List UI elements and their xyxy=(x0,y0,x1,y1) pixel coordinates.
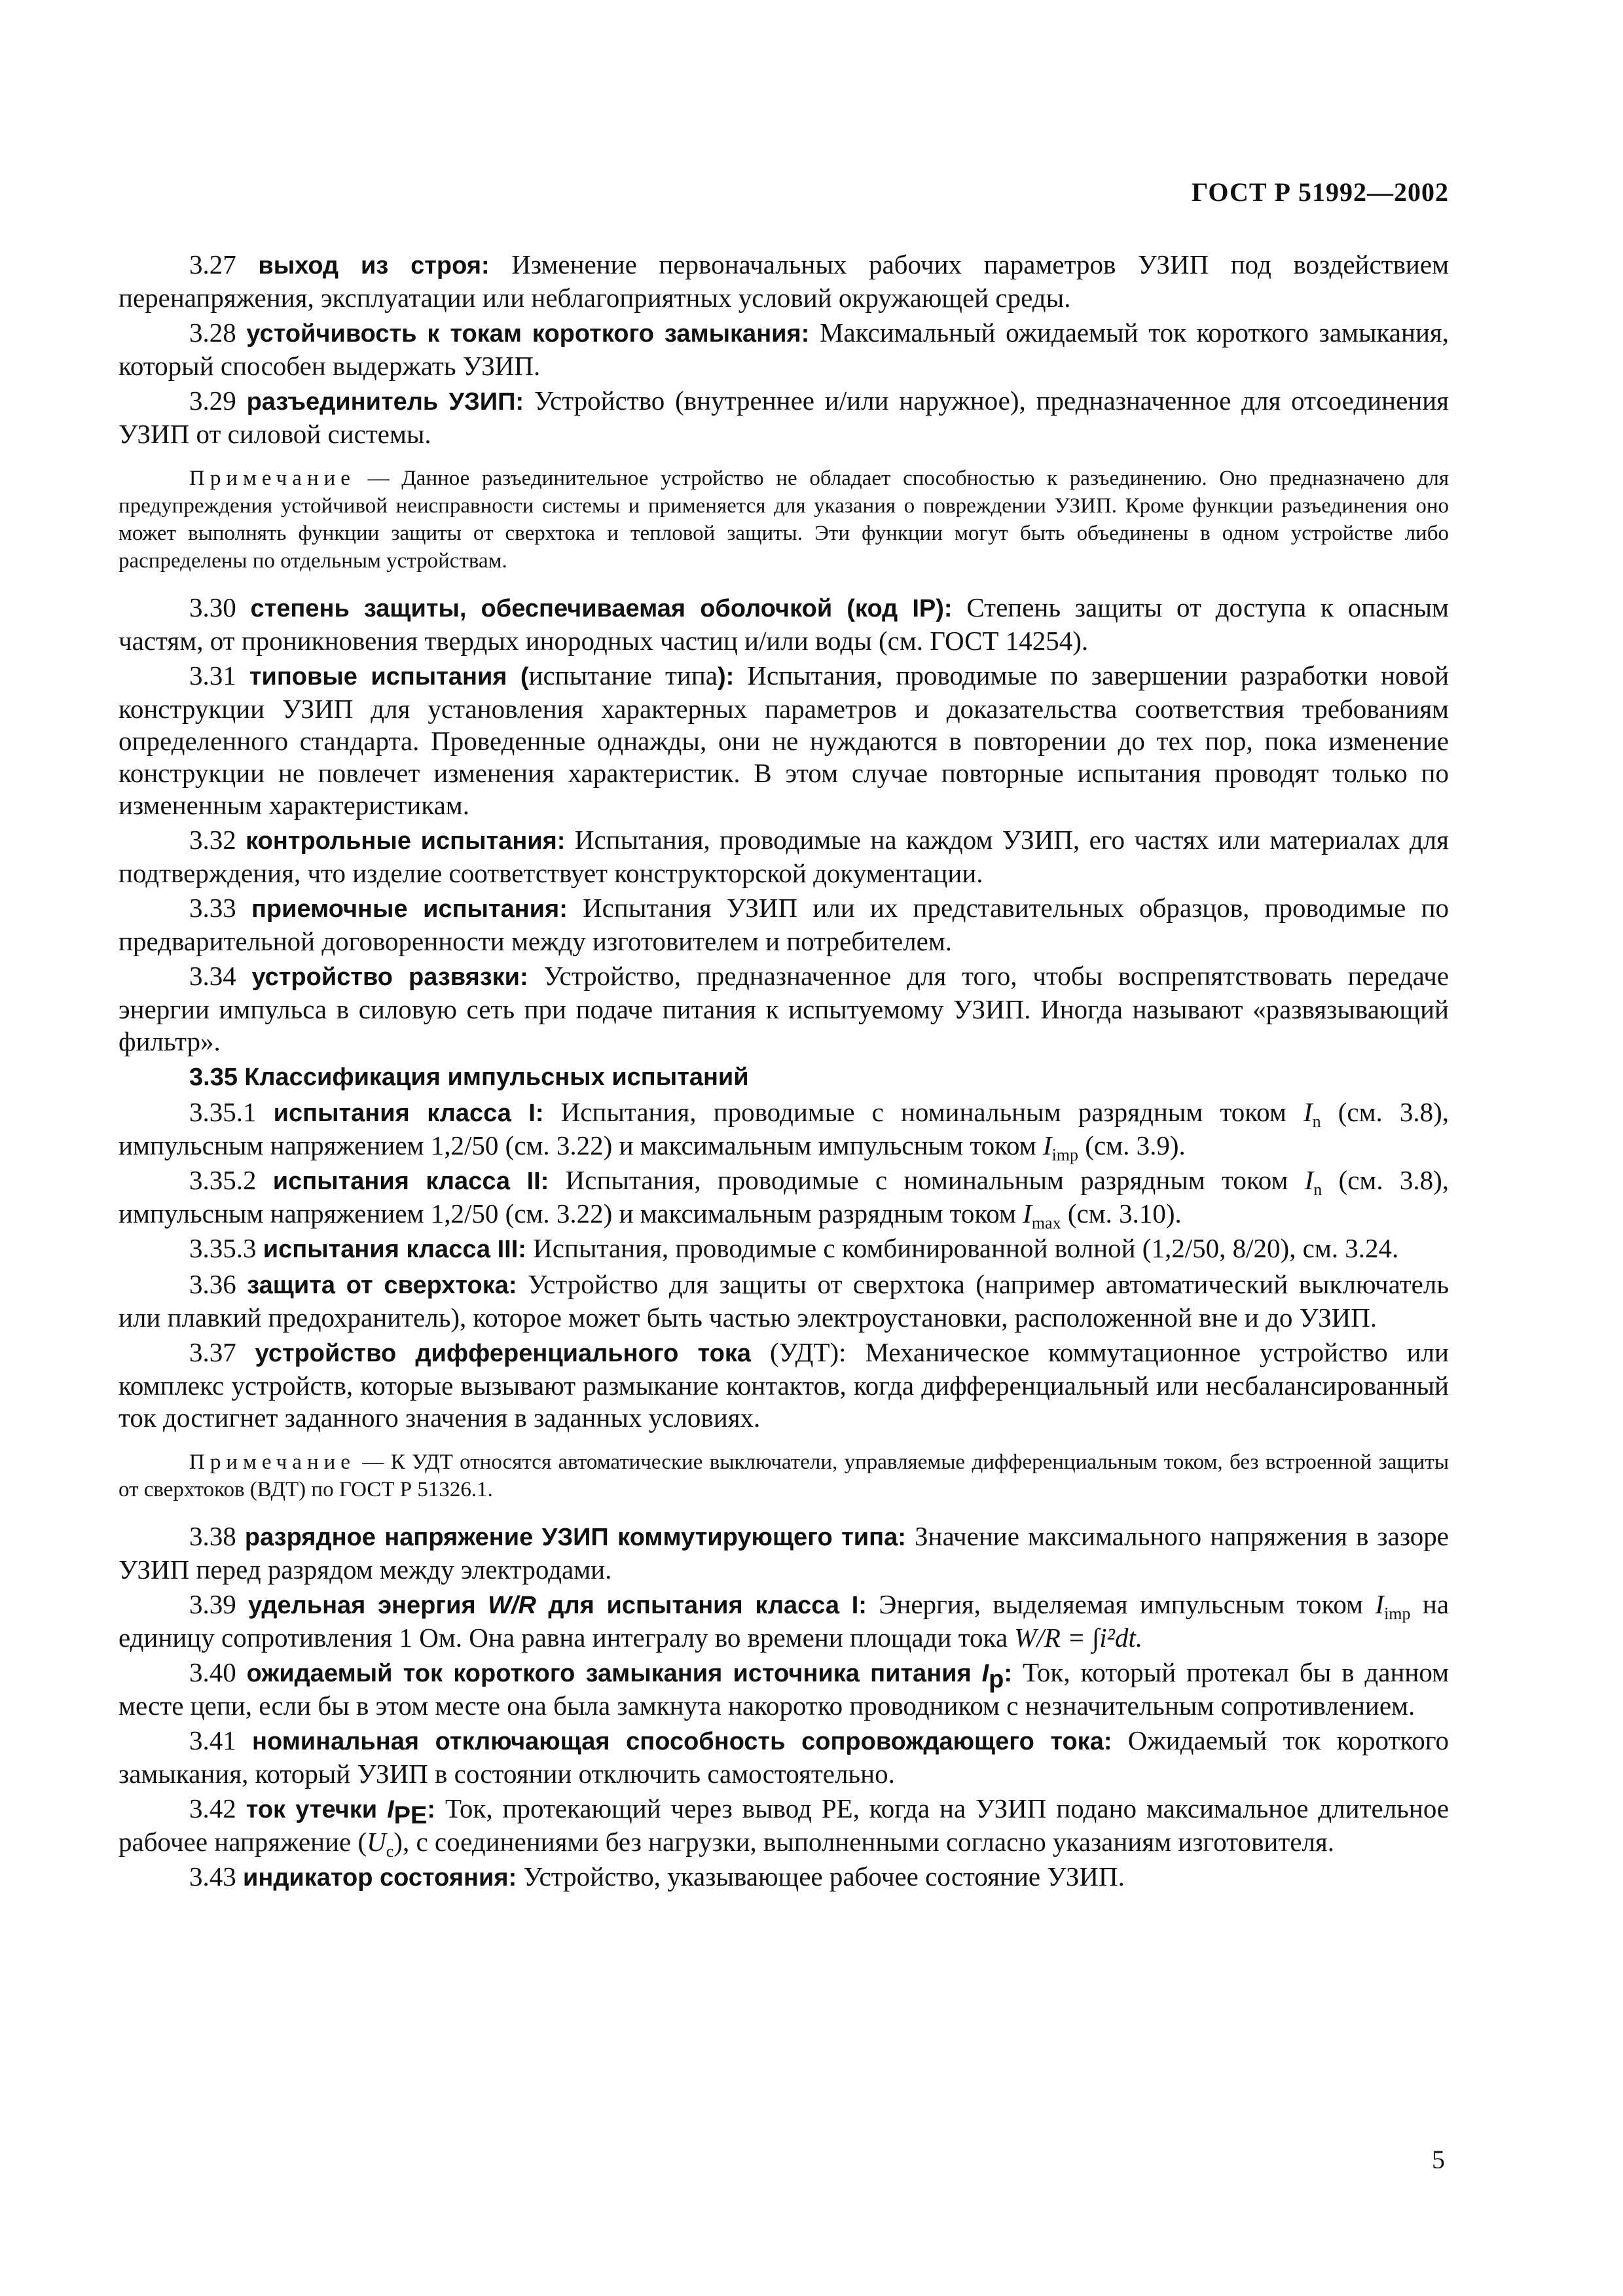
term: разъединитель УЗИП: xyxy=(246,388,524,416)
term: устройство развязки: xyxy=(251,963,528,991)
definition-3-35-3: 3.35.3 испытания класса III: Испытания, проводимые с комбинированной волной (1,2/50, 8/20), см. 3.24. xyxy=(189,1233,1399,1263)
term: защита от сверхтока: xyxy=(247,1272,517,1299)
section-heading-3-35: 3.35 Классификация импульсных испытаний xyxy=(189,1064,749,1091)
term: ожидаемый ток короткого замыкания источника питания xyxy=(246,1660,972,1687)
term: степень защиты, обеспечиваемая оболочкой (код IP): xyxy=(250,595,953,622)
definition-3-41: 3.41 номинальная отключающая способность сопровождающего тока: Ожидаемый ток короткого замыкания, который УЗИП в состоянии отключить самостоятельно. xyxy=(119,1725,1450,1789)
term: устойчивость к токам короткого замыкания: xyxy=(246,320,810,348)
formula: W/R = ∫i²dt. xyxy=(1014,1623,1143,1653)
term: выход из строя: xyxy=(258,252,490,279)
definition-3-31: 3.31 типовые испытания (испытание типа): Испытания, проводимые по завершении разработки новой конструкции УЗИП для установления характерных параметров и доказательства соответствия требованиям определенного стандарта. Проведенные однажды, они не нуждаются в повторении до тех пор, пока изменение конструкции не повлечет изменения характеристик. В этом случае повторные испытания проводят только по измененным характеристикам. xyxy=(119,660,1450,820)
definition-3-29: 3.29 разъединитель УЗИП: Устройство (внутреннее и/или наружное), предназначенное для отсоединения УЗИП от силовой системы. xyxy=(119,386,1450,449)
definition-3-27: 3.27 выход из строя: Изменение первоначальных рабочих параметров УЗИП под воздействием перенапряжения, эксплуатации или неблагоприятных условий окружающей среды. xyxy=(119,249,1450,313)
definition-3-35-1: 3.35.1 испытания класса I: Испытания, проводимые с номинальным разрядным током $I_n$ (см. 3.8), импульсным напряжением 1,2/50 (см. 3.22) и максимальным импульсным током $I_{imp}$ (см. 3.9). xyxy=(119,1097,1450,1165)
page-number: 5 xyxy=(1432,2145,1445,2174)
term: испытания класса I: xyxy=(273,1100,544,1127)
definition-3-43: 3.43 индикатор состояния: Устройство, указывающее рабочее состояние УЗИП. xyxy=(189,1861,1125,1892)
note-label: Примечание xyxy=(189,467,356,490)
definition-3-34: 3.34 устройство развязки: Устройство, предназначенное для того, чтобы воспрепятствовать передаче энергии импульса в силовую сеть при подаче питания к испытуемому УЗИП. Иногда называют «развязывающий фильтр». xyxy=(119,961,1450,1056)
term: удельная энергия xyxy=(248,1592,476,1619)
term: типовые испытания ( xyxy=(249,663,529,691)
definition-3-30: 3.30 степень защиты, обеспечиваемая оболочкой (код IP): Степень защиты от доступа к опасным частям, от проникновения твердых инородных частиц и/или воды (см. ГОСТ 14254). xyxy=(119,592,1450,656)
document-code-header: ГОСТ Р 51992—2002 xyxy=(1191,177,1449,207)
note-3-29: Примечание — Данное разъединительное устройство не обладает способностью к разъединению. Оно предназначено для предупреждения устойчивой неисправности системы и применяется для указания о повреждении УЗИП. Кроме функции разъединения оно может выполнять функции защиты от сверхтока и тепловой защиты. Эти функции могут быть объединены в одном устройстве либо распределены по отдельным устройствам. xyxy=(119,467,1450,573)
term: ток утечки xyxy=(246,1796,378,1823)
definition-3-38: 3.38 разрядное напряжение УЗИП коммутирующего типа: Значение максимального напряжения в зазоре УЗИП перед разрядом между электродами. xyxy=(119,1521,1449,1585)
term: испытания класса II: xyxy=(272,1168,549,1195)
definition-3-39: 3.39 удельная энергия W/R для испытания класса I: Энергия, выделяемая импульсным током $I_{imp}$ на единицу сопротивления 1 Ом. Она равна интегралу во времени площади тока W/R = ∫i²dt. xyxy=(119,1589,1450,1653)
term: устройство дифференциального тока xyxy=(255,1340,752,1367)
term: номинальная отключающая способность сопровождающего тока: xyxy=(252,1728,1112,1755)
definition-3-37: 3.37 устройство дифференциального тока (УДТ): Механическое коммутационное устройство или комплекс устройств, которые вызывают размыкание контактов, когда дифференциальный или несбалансированный ток достигнет заданного значения в заданных условиях. xyxy=(119,1337,1449,1433)
note-label: Примечание xyxy=(189,1450,356,1474)
definition-3-40: 3.40 ожидаемый ток короткого замыкания источника питания $I_p$: Ток, который протекал бы в данном месте цепи, если бы в этом месте она была замкнута накоротко проводником с незначительным сопротивлением. xyxy=(119,1657,1450,1721)
definition-3-35-2: 3.35.2 испытания класса II: Испытания, проводимые с номинальным разрядным током $I_n$ (см. 3.8), импульсным напряжением 1,2/50 (см. 3.22) и максимальным разрядным током $I_{max}$ (см. 3.10). xyxy=(119,1165,1449,1233)
definition-3-36: 3.36 защита от сверхтока: Устройство для защиты от сверхтока (например автоматический выключатель или плавкий предохранитель), которое может быть частью электроустановки, расположенной вне и до УЗИП. xyxy=(119,1269,1450,1333)
definition-3-33: 3.33 приемочные испытания: Испытания УЗИП или их представительных образцов, проводимые по предварительной договоренности между изготовителем и потребителем. xyxy=(119,893,1450,956)
definition-3-28: 3.28 устойчивость к токам короткого замыкания: Максимальный ожидаемый ток короткого замыкания, который способен выдержать УЗИП. xyxy=(119,317,1449,381)
term: разрядное напряжение УЗИП коммутирующего типа: xyxy=(244,1524,906,1551)
term: испытания класса III: xyxy=(263,1236,526,1263)
definition-3-32: 3.32 контрольные испытания: Испытания, проводимые на каждом УЗИП, его частях или материалах для подтверждения, что изделие соответствует конструкторской документации. xyxy=(119,825,1450,888)
note-3-37: Примечание — К УДТ относятся автоматические выключатели, управляемые дифференциальным током, без встроенной защиты от сверхтоков (ВДТ) по ГОСТ Р 51326.1. xyxy=(119,1450,1449,1501)
term: индикатор состояния: xyxy=(243,1864,517,1892)
term: приемочные испытания: xyxy=(251,895,568,923)
term: контрольные испытания: xyxy=(246,827,566,855)
definition-3-42: 3.42 ток утечки $I_{PE}$: Ток, протекающий через вывод PE, когда на УЗИП подано максимальное длительное рабочее напряжение $(U_c)$, с соединениями без нагрузки, выполненными согласно указаниям изготовителя. xyxy=(119,1793,1450,1861)
section-title: Классификация импульсных испытаний xyxy=(244,1064,749,1091)
document-body xyxy=(119,249,1449,1897)
